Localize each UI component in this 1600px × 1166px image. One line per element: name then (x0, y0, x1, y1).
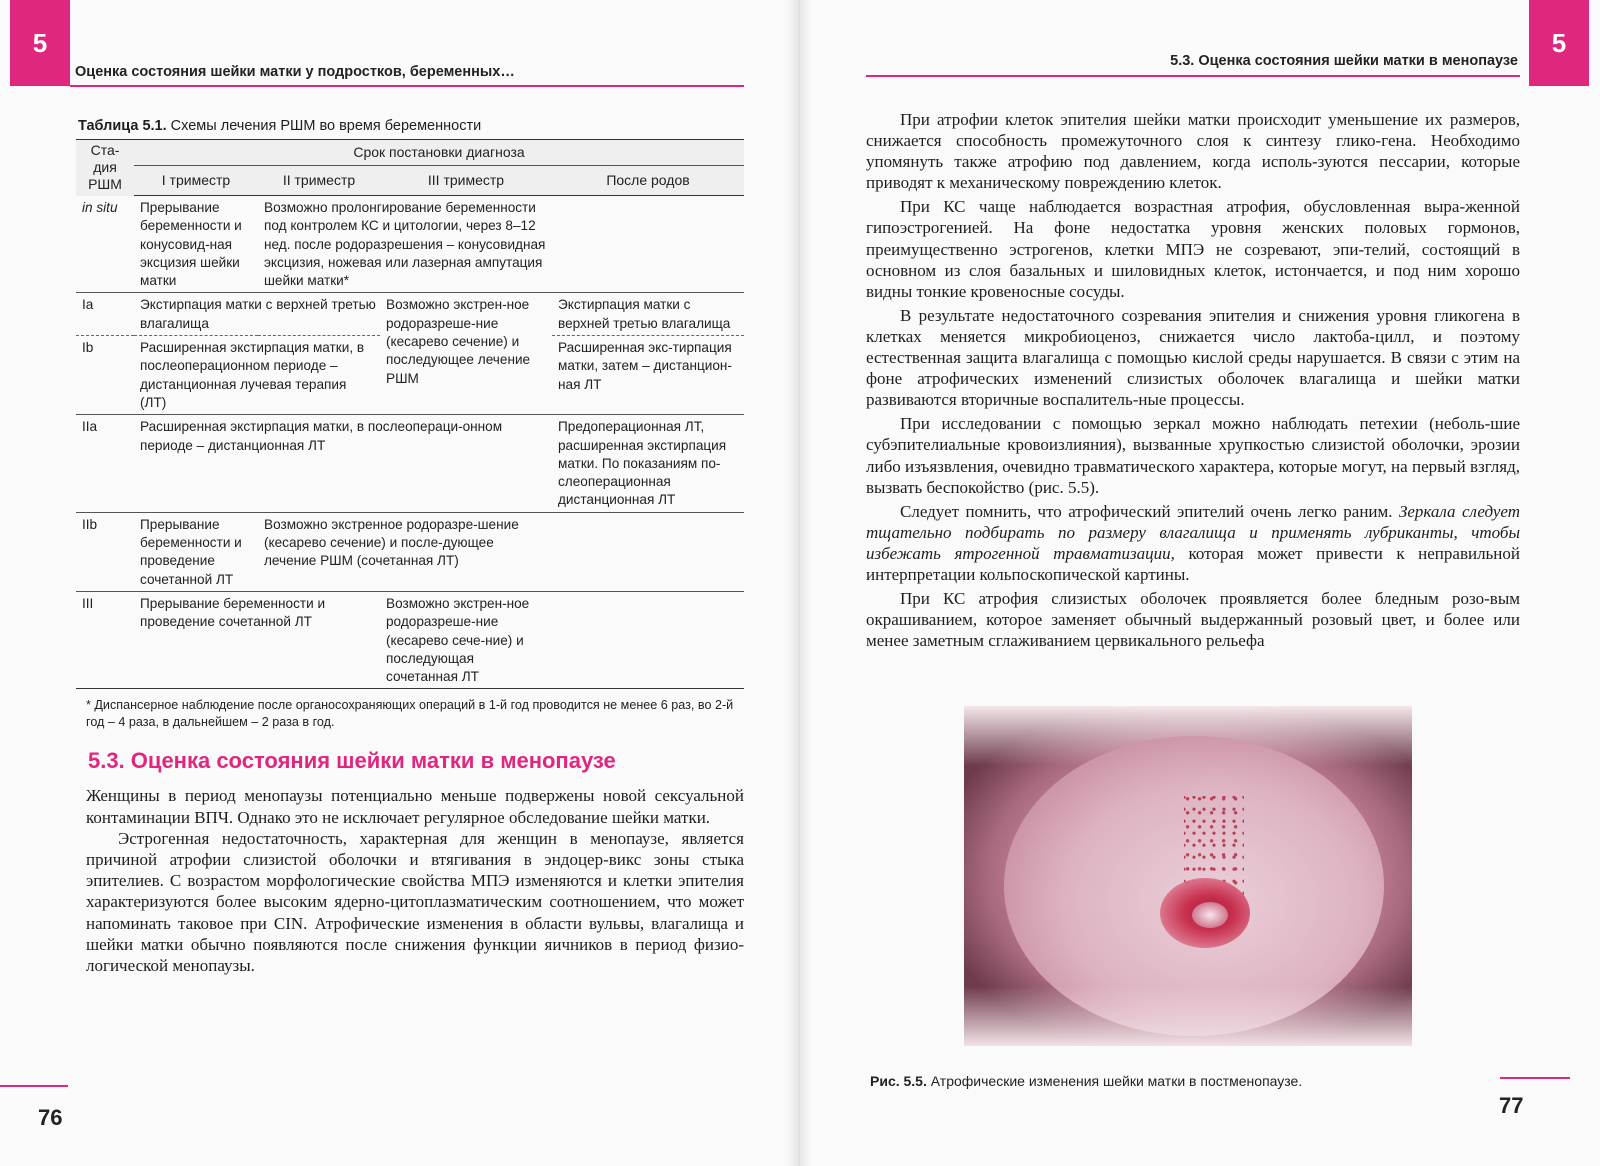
italic-emphasis: Зеркала следует тщательно подбирать по размеру влагалища и применять лубриканты, чтобы избежать ятрогенной травматизации, (866, 501, 1520, 563)
table-header-trimester-1: I триместр (134, 166, 258, 196)
page-number-right: 77 (1499, 1093, 1524, 1118)
figure-caption (870, 1073, 1302, 1089)
figure-photo-cervix (964, 706, 1412, 1046)
footer-rule-left (0, 1085, 68, 1087)
table-cell: Возможно экстрен-ное родоразреше-ние (кесарево сече-ние) и последующая сочетанная ЛТ (380, 591, 552, 688)
table-cell: Расширенная экс-тирпация матки, затем – дистанцион-ная ЛТ (552, 336, 744, 415)
running-head-right: 5.3. Оценка состояния шейки матки в менопаузе (1170, 53, 1518, 69)
treatment-table (76, 139, 744, 689)
paragraph (866, 501, 1520, 585)
table-header-trimester-3: III триместр (380, 166, 552, 196)
right-page (866, 109, 1520, 651)
chapter-tab-right: 5 (1529, 0, 1589, 86)
paragraph: Женщины в период менопаузы потенциально меньше подвержены новой сексуальной контаминации ВПЧ. Однако это не исключает регулярное обследование шейки матки. (86, 786, 744, 827)
table-caption (78, 118, 746, 134)
table-header-diagnosis-term: Срок постановки диагноза (134, 140, 744, 166)
table-cell: Предоперационная ЛТ, расширенная экстирпация матки. По показаниям по-слеоперационная дистанционная ЛТ (552, 415, 744, 512)
chapter-tab-left: 5 (10, 0, 70, 86)
table-cell-empty (552, 591, 744, 688)
table-header-postpartum: После родов (552, 166, 744, 196)
table-cell-stage: IIa (76, 415, 134, 512)
section-title: 5.3. Оценка состояния шейки матки в менопаузе (88, 748, 616, 774)
table-cell: Расширенная экстирпация матки, в послеоперационном периоде – дистанционная лучевая терапия (ЛТ) (134, 336, 380, 415)
table-cell: Экстирпация матки с верхней третью влагалища (134, 293, 380, 336)
table-cell-empty (552, 512, 744, 591)
table-cell-stage: III (76, 591, 134, 688)
table-footnote: * Диспансерное наблюдение после органосохраняющих операций в 1-й год проводится не менее 6 раз, во 2-й год – 4 раза, в дальнейшем – 2 раза в год. (86, 698, 734, 730)
paragraph: При КС чаще наблюдается возрастная атрофия, обусловленная выра-женной гипоэстрогенией. На фоне недостатка уровня женских половых гормонов, преимущественно эстрогенов, клетки МПЭ не созревают, эпи-телий, состоящий в основном из слоя базальных и шиловидных клеток, истончается, и под ним хорошо видны тонкие кровеносные сосуды. (866, 197, 1520, 301)
paragraph: Эстрогенная недостаточность, характерная для женщин в менопаузе, является причиной атрофии слизистой оболочки и втягивания в эндоцер-викс зоны стыка эпителиев. С возрастом морфологические свойства МПЭ изменяются и клетки эпителия характеризуются более высоким ядерно-цитоплазматическим соотношением, что может напоминать таковое при CIN. Атрофические изменения в области вульвы, влагалища и шейки матки обычно появляются после снижения функции яичников в период физио-логической менопаузы. (86, 828, 744, 976)
table-caption-text: Схемы лечения РШМ во время беременности (166, 118, 482, 134)
paragraph: При КС атрофия слизистых оболочек проявляется более бледным розо-вым окрашиванием, которое заменяет обычный выдержанный розовый цвет, и более или менее заметным сглаживанием цервикального рельефа (866, 589, 1520, 651)
table-cell-empty (552, 196, 744, 293)
paragraph: При исследовании с помощью зеркал можно наблюдать петехии (неболь-шие субэпителиальные кровоизлияния), вызванные хрупкостью слизистой оболочки, эрозии либо изъязвления, очевидно травматического характера, которые могут, на первый взгляд, вызвать беспокойство (рис. 5.5). (866, 414, 1520, 497)
running-head-left: Оценка состояния шейки матки у подростков, беременных… (75, 64, 515, 80)
table-cell: Прерывание беременности и конусовид-ная эксцизия шейки матки (134, 196, 258, 293)
header-rule-right (866, 75, 1520, 77)
figure-os (1192, 902, 1228, 928)
table-cell: Расширенная экстирпация матки, в послеопераци-онном периоде – дистанционная ЛТ (134, 415, 552, 512)
table-cell-stage: Ia (76, 293, 134, 336)
left-body-text (86, 785, 744, 976)
page-number-left: 76 (38, 1105, 63, 1130)
book-gutter (786, 0, 812, 1166)
figure-label: Рис. 5.5. (870, 1073, 927, 1089)
table-cell-stage: Ib (76, 336, 134, 415)
text-run: которая может привести к неправильной интерпретации кольпоскопической картины. (866, 543, 1521, 584)
table-cell-stage: in situ (76, 196, 134, 293)
table-cell: Прерывание беременности и проведение сочетанной ЛТ (134, 591, 380, 688)
table-header-stage: Ста-дия РШМ (76, 140, 134, 196)
header-rule-left (70, 85, 744, 87)
figure-speculum-bottom (964, 986, 1412, 1046)
right-body-text (866, 109, 1520, 651)
figure-caption-text: Атрофические изменения шейки матки в постменопаузе. (926, 1073, 1303, 1089)
table-row (76, 591, 744, 688)
footer-rule-right (1500, 1077, 1570, 1079)
table-row (76, 512, 744, 591)
table-cell: Возможно пролонгирование беременности под контролем КС и цитологии, через 8–12 нед. после родоразрешения – конусовидная эксцизия, ножевая или лазерная ампутация шейки матки* (258, 196, 552, 293)
table-cell-stage: IIb (76, 512, 134, 591)
table-cell: Возможно экстренное родоразре-шение (кесарево сечение) и после-дующее лечение РШМ (сочетанная ЛТ) (258, 512, 552, 591)
paragraph: При атрофии клеток эпителия шейки матки происходит уменьшение их размеров, снижается способность промежуточного слоя к синтезу глико-гена. Необходимо упомянуть также атрофию под давлением, когда исполь-зуются пессарии, которые приводят к механическому повреждению клеток. (866, 110, 1520, 193)
table-cell: Экстирпация матки с верхней третью влагалища (552, 293, 744, 336)
table-cell: Прерывание беременности и проведение сочетанной ЛТ (134, 512, 258, 591)
table-row (76, 293, 744, 336)
text-run: Следует помнить, что атрофический эпителий очень легко раним. (900, 501, 1399, 521)
table-row (76, 196, 744, 293)
paragraph: В результате недостаточного созревания эпителия и снижения уровня гликогена в клетках меняется микробиоценоз, снижается число лактоба-цилл, и поэтому естественная защита влагалища с помощью кислой среды нарушается. В связи с этим на фоне атрофических изменений слизистых оболочек влагалища и шейки матки развиваются вторичные воспалитель-ные процессы. (866, 305, 1520, 410)
table-caption-label: Таблица 5.1. (78, 118, 167, 134)
left-page (76, 118, 746, 976)
table-row (76, 415, 744, 512)
table-header-trimester-2: II триместр (258, 166, 380, 196)
table-cell: Возможно экстрен-ное родоразреше-ние (кесарево сечение) и последующее лечение РШМ (380, 293, 552, 415)
